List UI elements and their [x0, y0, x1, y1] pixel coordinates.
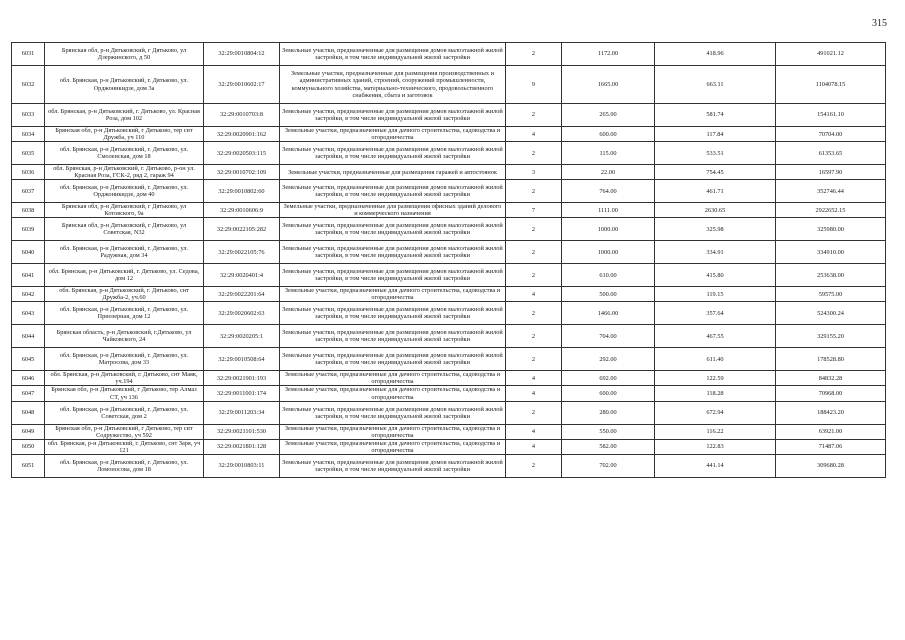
row-number: 6043 [12, 302, 45, 325]
address-cell: обл. Брянская, р-н Дятьковский, г. Дятьково, снт Маяк, уч.194 [45, 371, 204, 386]
cadastral-value-cell: 1104078.15 [776, 66, 886, 104]
land-use-cell: Земельные участки, предназначенные для размещения домов малоэтажной жилой застройки, в том числе индивидуальной жилой застройки [280, 348, 506, 371]
table-row [12, 401, 886, 424]
group-cell: 4 [506, 371, 562, 386]
group-cell: 7 [506, 203, 562, 218]
cadastral-value-cell: 325980.00 [776, 218, 886, 241]
cadastral-value-cell: 154161.10 [776, 104, 886, 127]
address-cell: Брянская обл, р-н Дятьковский, г Дятьково, ул Котовского, 9а [45, 203, 204, 218]
cadastral-number-cell: 32:29:0010703:8 [204, 104, 280, 127]
specific-value-cell: 461.71 [655, 180, 776, 203]
land-use-cell: Земельные участки, предназначенные для размещения домов малоэтажной жилой застройки, в том числе индивидуальной жилой застройки [280, 180, 506, 203]
table-row [12, 165, 886, 180]
table-row [12, 424, 886, 439]
table-row [12, 264, 886, 287]
address-cell: Брянская обл, р-н Дятьковский, г Дятьково, тер снт Содружество, уч 592 [45, 424, 204, 439]
land-use-cell: Земельные участки, предназначенные для размещения домов малоэтажной жилой застройки, в том числе индивидуальной жилой застройки [280, 104, 506, 127]
row-number: 6035 [12, 142, 45, 165]
cadastral-number-cell: 32:29:0022105:76 [204, 241, 280, 264]
cadastral-value-cell: 352746.44 [776, 180, 886, 203]
group-cell: 2 [506, 43, 562, 66]
group-cell: 2 [506, 104, 562, 127]
area-cell: 1111.00 [562, 203, 655, 218]
address-cell: обл. Брянская, р-н Дятьковский, г. Дятьково, ул. Орджоникидзе, дом 3а [45, 66, 204, 104]
address-cell: Брянская обл, р-н Дятьковский, г Дятьково, ул Советская, N32 [45, 218, 204, 241]
area-cell: 610.00 [562, 264, 655, 287]
table-row [12, 454, 886, 477]
cadastral-value-cell: 16597.90 [776, 165, 886, 180]
cadastral-number-cell: 32:29:0011001:174 [204, 386, 280, 401]
cadastral-value-cell: 59575.00 [776, 287, 886, 302]
specific-value-cell: 122.83 [655, 439, 776, 454]
area-cell: 22.00 [562, 165, 655, 180]
cadastral-number-cell: 32:29:0010508:64 [204, 348, 280, 371]
cadastral-number-cell: 32:29:0010602:17 [204, 66, 280, 104]
group-cell: 4 [506, 287, 562, 302]
group-cell: 2 [506, 348, 562, 371]
land-use-cell: Земельные участки, предназначенные для размещения домов малоэтажной жилой застройки, в том числе индивидуальной жилой застройки [280, 218, 506, 241]
specific-value-cell: 663.11 [655, 66, 776, 104]
group-cell: 4 [506, 424, 562, 439]
specific-value-cell: 415.80 [655, 264, 776, 287]
land-use-cell: Земельные участки, предназначенные для размещения домов малоэтажной жилой застройки, в том числе индивидуальной жилой застройки [280, 454, 506, 477]
area-cell: 1000.00 [562, 241, 655, 264]
address-cell: обл. Брянская, р-н Дятьковский, г. Дятьково, ул. Смоленская, дом 18 [45, 142, 204, 165]
group-cell: 2 [506, 142, 562, 165]
row-number: 6046 [12, 371, 45, 386]
area-cell: 702.00 [562, 454, 655, 477]
table-row [12, 43, 886, 66]
specific-value-cell: 116.22 [655, 424, 776, 439]
land-use-cell: Земельные участки, предназначенные для размещения офисных зданий делового и коммерческого назначения [280, 203, 506, 218]
land-use-cell: Земельные участки, предназначенные для дачного строительства, садоводства и огородничества [280, 424, 506, 439]
row-number: 6042 [12, 287, 45, 302]
land-use-cell: Земельные участки, предназначенные для размещения домов малоэтажной жилой застройки, в том числе индивидуальной жилой застройки [280, 264, 506, 287]
group-cell: 2 [506, 241, 562, 264]
address-cell: обл. Брянская, р-н Дятьковский, г. Дятьково, ул. Приозерная, дом 12 [45, 302, 204, 325]
specific-value-cell: 754.45 [655, 165, 776, 180]
specific-value-cell: 357.64 [655, 302, 776, 325]
cadastral-number-cell: 32:29:0010606:9 [204, 203, 280, 218]
table-row [12, 142, 886, 165]
cadastral-value-table [11, 42, 886, 478]
row-number: 6037 [12, 180, 45, 203]
row-number: 6040 [12, 241, 45, 264]
specific-value-cell: 533.51 [655, 142, 776, 165]
specific-value-cell: 441.14 [655, 454, 776, 477]
table-row [12, 127, 886, 142]
land-use-cell: Земельные участки, предназначенные для размещения гаражей и автостоянок [280, 165, 506, 180]
land-use-cell: Земельные участки, предназначенные для дачного строительства, садоводства и огородничества [280, 127, 506, 142]
specific-value-cell: 581.74 [655, 104, 776, 127]
cadastral-number-cell: 32:29:0020602:63 [204, 302, 280, 325]
table-body [12, 43, 886, 478]
address-cell: обл. Брянская, р-н Дятьковский, г. Дятьково, р-он ул. Красная Роза, ГСК-2, ряд 2, гараж 94 [45, 165, 204, 180]
group-cell: 2 [506, 302, 562, 325]
land-use-cell: Земельные участки, предназначенные для дачного строительства, садоводства и огородничества [280, 439, 506, 454]
address-cell: Брянская область, р-н Дятьковский, г.Дятьково, ул Чайковского, 24 [45, 325, 204, 348]
row-number: 6033 [12, 104, 45, 127]
specific-value-cell: 119.15 [655, 287, 776, 302]
row-number: 6031 [12, 43, 45, 66]
table-row [12, 104, 886, 127]
area-cell: 1000.00 [562, 218, 655, 241]
table-row [12, 218, 886, 241]
address-cell: обл. Брянская, р-н Дятьковский, г. Дятьково, ул. Седова, дом 12 [45, 264, 204, 287]
cadastral-number-cell: 32:29:0020401:4 [204, 264, 280, 287]
land-use-cell: Земельные участки, предназначенные для дачного строительства, садоводства и огородничества [280, 287, 506, 302]
area-cell: 550.00 [562, 424, 655, 439]
specific-value-cell: 418.96 [655, 43, 776, 66]
land-use-cell: Земельные участки, предназначенные для дачного строительства, садоводства и огородничества [280, 386, 506, 401]
address-cell: обл. Брянская, р-н Дятьковский, г. Дятьково, ул. Матросова, дом 33 [45, 348, 204, 371]
cadastral-number-cell: 32:29:0020901:162 [204, 127, 280, 142]
page-number: 315 [872, 18, 887, 29]
group-cell: 2 [506, 401, 562, 424]
area-cell: 115.00 [562, 142, 655, 165]
address-cell: Брянская обл, р-н Дятьковский, г Дятьково, тер снт Дружба, уч 110 [45, 127, 204, 142]
specific-value-cell: 325.98 [655, 218, 776, 241]
row-number: 6047 [12, 386, 45, 401]
cadastral-number-cell: 32:29:0010702:109 [204, 165, 280, 180]
cadastral-number-cell: 32:29:0022201:64 [204, 287, 280, 302]
specific-value-cell: 467.55 [655, 325, 776, 348]
land-use-cell: Земельные участки, предназначенные для размещения домов малоэтажной жилой застройки, в том числе индивидуальной жилой застройки [280, 142, 506, 165]
cadastral-number-cell: 32:29:0011203:34 [204, 401, 280, 424]
group-cell: 4 [506, 439, 562, 454]
table-row [12, 302, 886, 325]
land-use-cell: Земельные участки, предназначенные для дачного строительства, садоводства и огородничества [280, 371, 506, 386]
cadastral-value-cell: 253638.00 [776, 264, 886, 287]
specific-value-cell: 122.59 [655, 371, 776, 386]
group-cell: 2 [506, 264, 562, 287]
group-cell: 2 [506, 454, 562, 477]
address-cell: Брянская обл, р-н Дятьковский, г Дятьково, тер Алмаз СТ, уч 136 [45, 386, 204, 401]
row-number: 6045 [12, 348, 45, 371]
row-number: 6041 [12, 264, 45, 287]
address-cell: обл. Брянская, р-н Дятьковский, г. Дятьково, ул. Орджоникидзе, дом 40 [45, 180, 204, 203]
cadastral-value-cell: 309680.28 [776, 454, 886, 477]
row-number: 6038 [12, 203, 45, 218]
address-cell: обл. Брянская, р-н Дятьковский, г. Дятьково, ул. Ломоносова, дом 18 [45, 454, 204, 477]
area-cell: 500.00 [562, 287, 655, 302]
row-number: 6050 [12, 439, 45, 454]
cadastral-number-cell: 32:29:0020205:1 [204, 325, 280, 348]
cadastral-value-cell: 71487.06 [776, 439, 886, 454]
area-cell: 692.00 [562, 371, 655, 386]
area-cell: 704.00 [562, 325, 655, 348]
address-cell: обл. Брянская, р-н Дятьковский, г. Дятьково, снт Дружба-2, уч.60 [45, 287, 204, 302]
land-use-cell: Земельные участки, предназначенные для размещения домов малоэтажной жилой застройки, в том числе индивидуальной жилой застройки [280, 241, 506, 264]
specific-value-cell: 2630.65 [655, 203, 776, 218]
cadastral-value-cell: 188423.20 [776, 401, 886, 424]
land-use-cell: Земельные участки, предназначенные для размещения домов малоэтажной жилой застройки, в том числе индивидуальной жилой застройки [280, 43, 506, 66]
address-cell: обл. Брянская, р-н Дятьковский, г. Дятьково, снт Заря, уч 121 [45, 439, 204, 454]
address-cell: обл. Брянская, р-н Дятьковский, г. Дятьково, ул. Советская, дом 2 [45, 401, 204, 424]
table-row [12, 241, 886, 264]
address-cell: Брянская обл, р-н Дятьковский, г Дятьково, ул Дзержинского, д 50 [45, 43, 204, 66]
address-cell: обл. Брянская, р-н Дятьковский, г. Дятьково, ул. Радужная, дом 34 [45, 241, 204, 264]
row-number: 6032 [12, 66, 45, 104]
land-use-cell: Земельные участки, предназначенные для размещения производственных и административных зданий, строений, сооружений промышленности, коммунального хозяйства, материально-технического, продовольственного снабжения, сбыта и заготовок [280, 66, 506, 104]
cadastral-number-cell: 32:29:0022105:282 [204, 218, 280, 241]
group-cell: 4 [506, 127, 562, 142]
group-cell: 2 [506, 218, 562, 241]
table-row [12, 203, 886, 218]
cadastral-number-cell: 32:29:0010802:60 [204, 180, 280, 203]
table-row [12, 371, 886, 386]
specific-value-cell: 334.91 [655, 241, 776, 264]
address-cell: обл. Брянская, р-н Дятьковский, г. Дятьково, ул. Красная Роза, дом 102 [45, 104, 204, 127]
land-use-cell: Земельные участки, предназначенные для размещения домов малоэтажной жилой застройки, в том числе индивидуальной жилой застройки [280, 302, 506, 325]
area-cell: 1665.00 [562, 66, 655, 104]
group-cell: 9 [506, 66, 562, 104]
area-cell: 600.00 [562, 127, 655, 142]
row-number: 6034 [12, 127, 45, 142]
cadastral-value-cell: 329155.20 [776, 325, 886, 348]
row-number: 6039 [12, 218, 45, 241]
specific-value-cell: 117.84 [655, 127, 776, 142]
row-number: 6049 [12, 424, 45, 439]
group-cell: 4 [506, 386, 562, 401]
area-cell: 280.00 [562, 401, 655, 424]
group-cell: 3 [506, 165, 562, 180]
area-cell: 1172.00 [562, 43, 655, 66]
area-cell: 265.00 [562, 104, 655, 127]
specific-value-cell: 118.28 [655, 386, 776, 401]
row-number: 6036 [12, 165, 45, 180]
cadastral-value-cell: 178528.80 [776, 348, 886, 371]
area-cell: 582.00 [562, 439, 655, 454]
cadastral-number-cell: 32:29:0020503:115 [204, 142, 280, 165]
table-row [12, 287, 886, 302]
cadastral-value-cell: 491021.12 [776, 43, 886, 66]
area-cell: 1466.00 [562, 302, 655, 325]
area-cell: 292.00 [562, 348, 655, 371]
cadastral-value-cell: 63921.00 [776, 424, 886, 439]
cadastral-number-cell: 32:29:0021901:193 [204, 371, 280, 386]
cadastral-value-cell: 524300.24 [776, 302, 886, 325]
table-row [12, 66, 886, 104]
row-number: 6044 [12, 325, 45, 348]
cadastral-number-cell: 32:29:0021801:128 [204, 439, 280, 454]
cadastral-value-cell: 70704.00 [776, 127, 886, 142]
land-use-cell: Земельные участки, предназначенные для размещения домов малоэтажной жилой застройки, в том числе индивидуальной жилой застройки [280, 401, 506, 424]
cadastral-value-cell: 70968.00 [776, 386, 886, 401]
table-row [12, 180, 886, 203]
group-cell: 2 [506, 325, 562, 348]
cadastral-value-cell: 334910.00 [776, 241, 886, 264]
specific-value-cell: 611.40 [655, 348, 776, 371]
cadastral-number-cell: 32:29:0010804:12 [204, 43, 280, 66]
cadastral-number-cell: 32:29:0021101:530 [204, 424, 280, 439]
table-row [12, 325, 886, 348]
land-use-cell: Земельные участки, предназначенные для размещения домов малоэтажной жилой застройки, в том числе индивидуальной жилой застройки [280, 325, 506, 348]
area-cell: 764.00 [562, 180, 655, 203]
table-row [12, 386, 886, 401]
row-number: 6048 [12, 401, 45, 424]
cadastral-value-cell: 2922652.15 [776, 203, 886, 218]
cadastral-value-cell: 84832.28 [776, 371, 886, 386]
cadastral-number-cell: 32:29:0010803:11 [204, 454, 280, 477]
row-number: 6051 [12, 454, 45, 477]
group-cell: 2 [506, 180, 562, 203]
table-row [12, 439, 886, 454]
area-cell: 600.00 [562, 386, 655, 401]
specific-value-cell: 672.94 [655, 401, 776, 424]
cadastral-value-cell: 61353.65 [776, 142, 886, 165]
table-row [12, 348, 886, 371]
